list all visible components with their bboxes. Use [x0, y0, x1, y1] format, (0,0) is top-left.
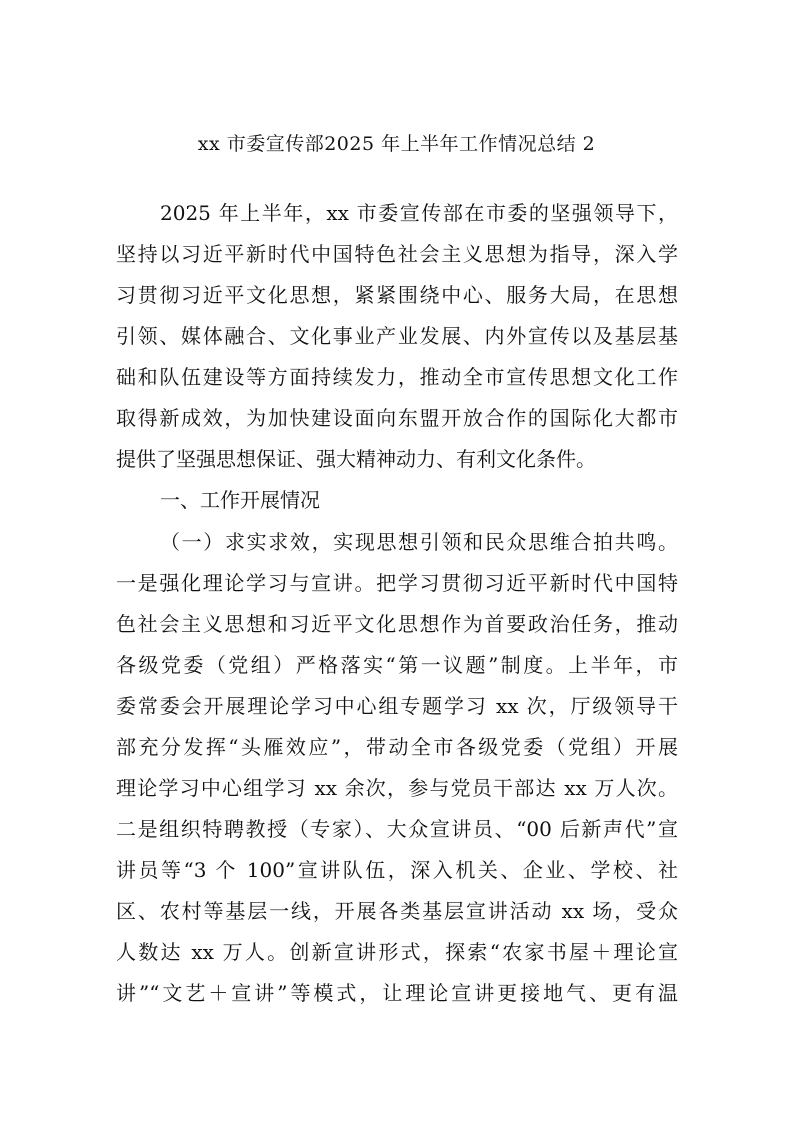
section-heading: 一、工作开展情况 — [160, 488, 320, 512]
paragraph-line: 提供了坚强思想保证、强大精神动力、有利文化条件。 — [116, 447, 596, 471]
paragraph-line: 2025 年上半年，xx 市委宣传部在市委的坚强领导下， — [160, 201, 678, 225]
paragraph-line: 二是组织特聘教授（专家）、大众宣讲员、“00 后新声代”宣 — [116, 817, 678, 841]
paragraph-line: 色社会主义思想和习近平文化思想作为首要政治任务，推动 — [116, 612, 678, 636]
paragraph-line: 理论学习中心组学习 xx 余次，参与党员干部达 xx 万人次。 — [116, 776, 678, 800]
paragraph-line: 人数达 xx 万人。创新宣讲形式，探索“农家书屋＋理论宣 — [116, 940, 678, 964]
document-title: xx 市委宣传部2025 年上半年工作情况总结 2 — [197, 133, 596, 155]
subsection-heading: （一）求实求效，实现思想引领和民众思维合拍共鸣。 — [160, 530, 678, 554]
paragraph-line: 讲员等“3 个 100”宣讲队伍，深入机关、企业、学校、社 — [116, 858, 678, 882]
paragraph-line: 区、农村等基层一线，开展各类基层宣讲活动 xx 场，受众 — [116, 899, 678, 923]
paragraph-line: 讲”“文艺＋宣讲”等模式，让理论宣讲更接地气、更有温 — [116, 981, 678, 1005]
paragraph-line: 习贯彻习近平文化思想，紧紧围绕中心、服务大局，在思想 — [116, 283, 678, 307]
paragraph-line: 础和队伍建设等方面持续发力，推动全市宣传思想文化工作 — [116, 365, 678, 389]
paragraph-line: 委常委会开展理论学习中心组专题学习 xx 次，厅级领导干 — [116, 694, 678, 718]
paragraph-line: 一是强化理论学习与宣讲。把学习贯彻习近平新时代中国特 — [116, 571, 678, 595]
paragraph-line: 引领、媒体融合、文化事业产业发展、内外宣传以及基层基 — [116, 324, 678, 348]
paragraph-line: 取得新成效，为加快建设面向东盟开放合作的国际化大都市 — [116, 406, 678, 430]
paragraph-line: 坚持以习近平新时代中国特色社会主义思想为指导，深入学 — [116, 242, 678, 266]
paragraph-line: 各级党委（党组）严格落实“第一议题”制度。上半年，市 — [116, 653, 678, 677]
paragraph-line: 部充分发挥“头雁效应”，带动全市各级党委（党组）开展 — [116, 735, 678, 759]
